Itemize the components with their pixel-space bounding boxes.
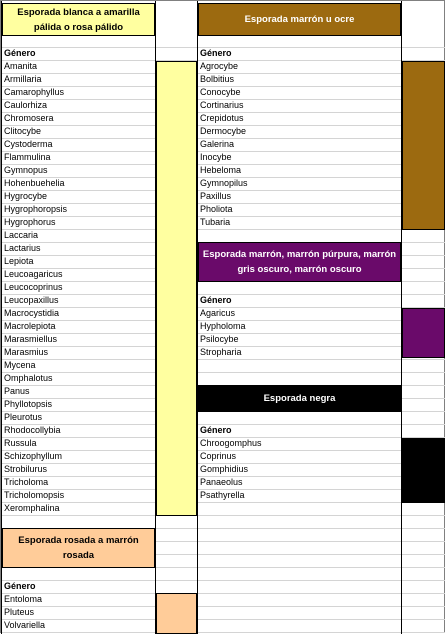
genus-item: Omphalotus xyxy=(4,373,53,383)
genus-item: Pholiota xyxy=(200,204,233,214)
genus-item: Stropharia xyxy=(200,347,242,357)
genus-item: Hohenbuehelia xyxy=(4,178,65,188)
genus-item: Pluteus xyxy=(4,607,35,617)
genus-item: Psathyrella xyxy=(200,490,245,500)
genus-item: Cystoderma xyxy=(4,139,53,149)
genus-item: Laccaria xyxy=(4,230,39,240)
genus-item: Bolbitius xyxy=(200,74,235,84)
genus-item: Macrocystidia xyxy=(4,308,60,318)
genus-item: Agrocybe xyxy=(200,61,239,71)
genus-item: Panus xyxy=(4,386,30,396)
genus-item: Marasmiellus xyxy=(4,334,58,344)
label-genero-white: Género xyxy=(4,48,36,58)
header-white-spore-text: Esporada blanca a amarilla pálida o rosa pálido xyxy=(17,6,140,33)
genus-item: Tricholomopsis xyxy=(4,490,65,500)
genus-item: Dermocybe xyxy=(200,126,247,136)
header-purple-spore-text: Esporada marrón, marrón púrpura, marrón gris oscuro, marrón oscuro xyxy=(202,249,397,275)
genus-item: Leucopaxillus xyxy=(4,295,59,305)
genus-item: Entoloma xyxy=(4,594,43,604)
label-genero-purple: Género xyxy=(200,295,232,305)
header-pink-spore xyxy=(2,528,155,568)
header-brown-spore-text: Esporada marrón u ocre xyxy=(244,14,355,25)
header-brown-spore xyxy=(198,3,401,36)
swatch-black-spore xyxy=(402,438,445,503)
genus-item: Chromosera xyxy=(4,113,54,123)
genus-item: Schizophyllum xyxy=(4,451,63,461)
genus-item: Leucoagaricus xyxy=(4,269,63,279)
genus-item: Marasmius xyxy=(4,347,49,357)
genus-item: Strobilurus xyxy=(4,464,48,474)
genus-item: Hygrocybe xyxy=(4,191,48,201)
genus-item: Crepidotus xyxy=(200,113,244,123)
genus-item: Camarophyllus xyxy=(4,87,65,97)
genus-item: Xeromphalina xyxy=(4,503,60,513)
header-white-spore xyxy=(2,3,155,36)
genus-item: Coprinus xyxy=(200,451,237,461)
genus-item: Paxillus xyxy=(200,191,232,201)
genus-item: Amanita xyxy=(4,61,38,71)
genus-item: Macrolepiota xyxy=(4,321,56,331)
label-genero-pink: Género xyxy=(4,581,36,591)
genus-item: Inocybe xyxy=(200,152,232,162)
genus-item: Volvariella xyxy=(4,620,46,630)
header-black-spore xyxy=(198,385,401,412)
genus-item: Phyllotopsis xyxy=(4,399,53,409)
genus-item: Tricholoma xyxy=(4,477,49,487)
genus-item: Flammulina xyxy=(4,152,51,162)
header-purple-spore xyxy=(198,242,401,282)
label-genero-brown: Género xyxy=(200,48,232,58)
header-black-spore-text: Esporada negra xyxy=(263,393,336,404)
genus-item: Hygrophorus xyxy=(4,217,56,227)
genus-item: Hygrophoropsis xyxy=(4,204,68,214)
genus-item: Cortinarius xyxy=(200,100,244,110)
genus-item: Lepiota xyxy=(4,256,34,266)
genus-item: Clitocybe xyxy=(4,126,42,136)
genus-item: Psilocybe xyxy=(200,334,239,344)
genus-item: Lactarius xyxy=(4,243,41,253)
genus-item: Leucocoprinus xyxy=(4,282,63,292)
genus-item: Agaricus xyxy=(200,308,236,318)
genus-item: Mycena xyxy=(4,360,36,370)
header-pink-spore-text: Esporada rosada a marrón rosada xyxy=(18,535,139,561)
swatch-pink-spore xyxy=(156,593,197,634)
genus-item: Galerina xyxy=(200,139,235,149)
swatch-white-spore xyxy=(156,61,197,516)
genus-item: Pleurotus xyxy=(4,412,43,422)
genus-item: Gymnopus xyxy=(4,165,48,175)
genus-item: Tubaria xyxy=(200,217,231,227)
genus-item: Chroogomphus xyxy=(200,438,262,448)
genus-item: Rhodocollybia xyxy=(4,425,61,435)
genus-item: Panaeolus xyxy=(200,477,243,487)
label-genero-black: Género xyxy=(200,425,232,435)
genus-item: Hypholoma xyxy=(200,321,246,331)
genus-item: Conocybe xyxy=(200,87,241,97)
genus-item: Gomphidius xyxy=(200,464,249,474)
genus-item: Hebeloma xyxy=(200,165,242,175)
genus-item: Armillaria xyxy=(4,74,42,84)
genus-item: Gymnopilus xyxy=(200,178,248,188)
genus-item: Russula xyxy=(4,438,37,448)
swatch-purple-spore xyxy=(402,308,445,358)
genus-item: Caulorhiza xyxy=(4,100,48,110)
swatch-brown-spore xyxy=(402,61,445,230)
